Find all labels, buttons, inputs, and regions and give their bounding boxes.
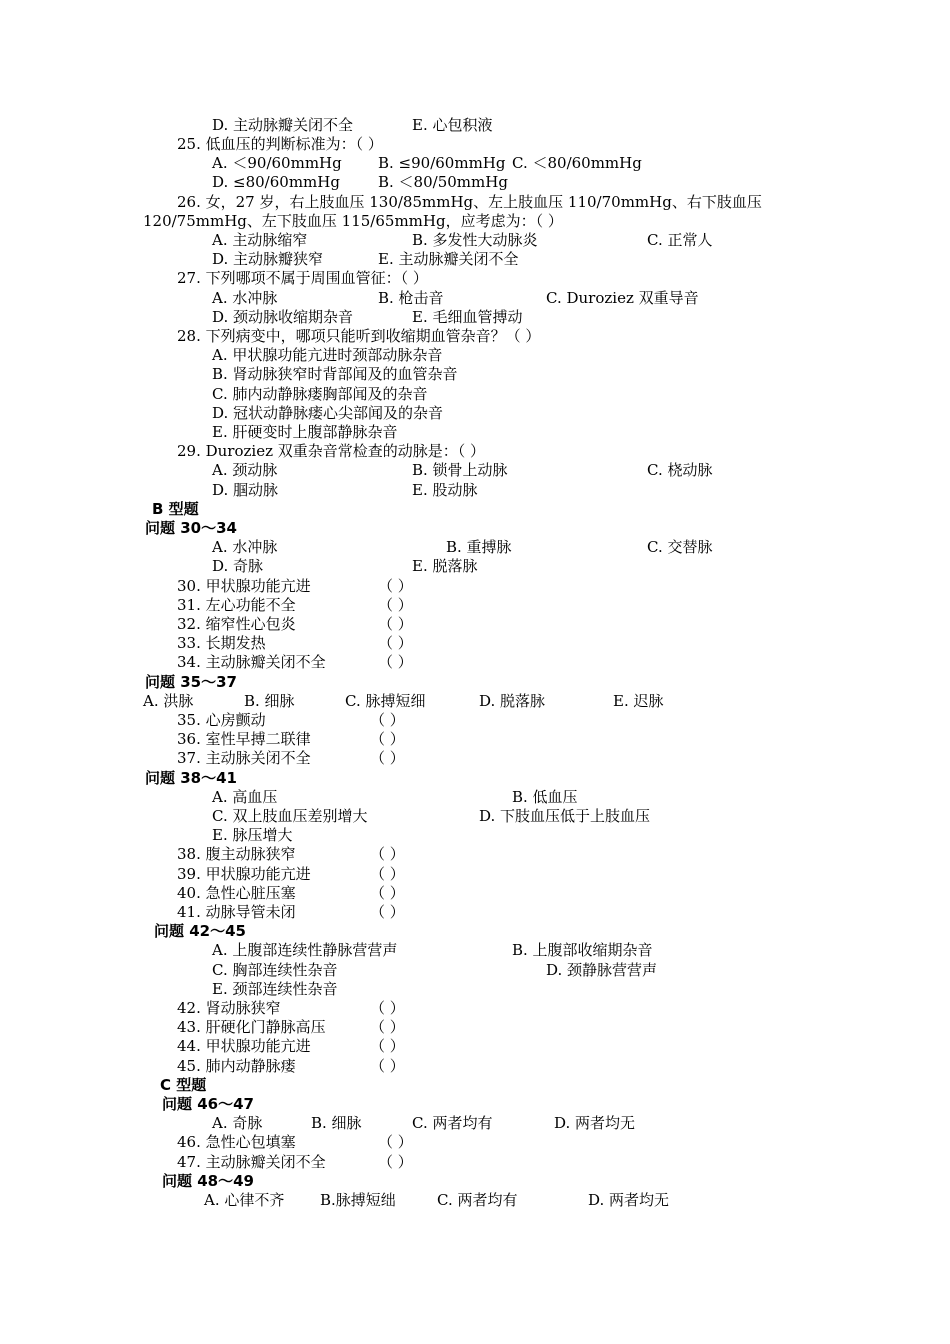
- text-line: C. 肺内动静脉瘘胸部闻及的杂音: [212, 385, 428, 403]
- text-line: B. 锁骨上动脉: [412, 461, 508, 479]
- text-line: 30. 甲状腺功能亢进: [177, 577, 311, 595]
- text-line: （ ）: [370, 711, 405, 729]
- section-heading: 问题 30～34: [145, 519, 237, 537]
- text-line: B. 枪击音: [378, 289, 444, 307]
- text-line: A. 主动脉缩窄: [212, 231, 308, 249]
- text-line: 37. 主动脉关闭不全: [177, 749, 311, 767]
- text-line: 42. 肾动脉狭窄: [177, 999, 281, 1017]
- text-line: C. 桡动脉: [647, 461, 713, 479]
- text-line: D. 主动脉瓣关闭不全: [212, 116, 354, 134]
- text-line: D. 腘动脉: [212, 481, 279, 499]
- text-line: C. Duroziez 双重导音: [546, 289, 699, 307]
- text-line: C. 两者均有: [437, 1191, 518, 1209]
- text-line: 34. 主动脉瓣关闭不全: [177, 653, 326, 671]
- text-line: （ ）: [370, 845, 405, 863]
- text-line: D. 奇脉: [212, 557, 264, 575]
- text-line: E. 毛细血管搏动: [412, 308, 523, 326]
- text-line: （ ）: [378, 596, 413, 614]
- text-line: 40. 急性心脏压塞: [177, 884, 296, 902]
- text-line: A. 上腹部连续性静脉营营声: [212, 941, 398, 959]
- text-line: C. ＜80/60mmHg: [512, 154, 642, 172]
- text-line: B. 多发性大动脉炎: [412, 231, 538, 249]
- text-line: （ ）: [378, 615, 413, 633]
- text-line: 38. 腹主动脉狭窄: [177, 845, 296, 863]
- text-line: D. 主动脉瓣狭窄: [212, 250, 324, 268]
- text-line: 41. 动脉导管未闭: [177, 903, 296, 921]
- text-line: 44. 甲状腺功能亢进: [177, 1037, 311, 1055]
- text-line: A. 洪脉: [143, 692, 194, 710]
- text-line: 25. 低血压的判断标准为：（ ）: [177, 135, 383, 153]
- text-line: （ ）: [370, 865, 405, 883]
- section-heading: 问题 46～47: [162, 1095, 254, 1113]
- text-line: A. 水冲脉: [212, 538, 278, 556]
- text-line: 32. 缩窄性心包炎: [177, 615, 296, 633]
- text-line: E. 脉压增大: [212, 826, 293, 844]
- text-line: 36. 室性早搏二联律: [177, 730, 311, 748]
- text-line: B. 上腹部收缩期杂音: [512, 941, 653, 959]
- text-line: （ ）: [370, 884, 405, 902]
- text-line: D. 冠状动静脉瘘心尖部闻及的杂音: [212, 404, 444, 422]
- text-line: （ ）: [370, 1057, 405, 1075]
- text-line: B. 重搏脉: [446, 538, 512, 556]
- text-line: （ ）: [378, 634, 413, 652]
- text-line: C. 交替脉: [647, 538, 713, 556]
- text-line: A. ＜90/60mmHg: [212, 154, 342, 172]
- text-line: （ ）: [370, 1037, 405, 1055]
- text-line: D. 两者均无: [554, 1114, 636, 1132]
- text-line: E. 心包积液: [412, 116, 493, 134]
- text-line: D. 下肢血压低于上肢血压: [479, 807, 651, 825]
- section-heading: C 型题: [160, 1076, 207, 1094]
- text-line: （ ）: [370, 730, 405, 748]
- text-line: A. 颈动脉: [212, 461, 278, 479]
- text-line: 35. 心房颤动: [177, 711, 266, 729]
- text-line: E. 脱落脉: [412, 557, 478, 575]
- text-line: （ ）: [378, 577, 413, 595]
- section-heading: B 型题: [152, 500, 199, 518]
- section-heading: 问题 38～41: [145, 769, 237, 787]
- text-line: E. 迟脉: [613, 692, 664, 710]
- text-line: B. 细脉: [244, 692, 295, 710]
- text-line: A. 奇脉: [212, 1114, 263, 1132]
- text-line: D. 颈动脉收缩期杂音: [212, 308, 354, 326]
- section-heading: 问题 48～49: [162, 1172, 254, 1190]
- text-line: 39. 甲状腺功能亢进: [177, 865, 311, 883]
- text-line: 33. 长期发热: [177, 634, 266, 652]
- text-line: 47. 主动脉瓣关闭不全: [177, 1153, 326, 1171]
- text-line: 46. 急性心包填塞: [177, 1133, 296, 1151]
- text-line: C. 两者均有: [412, 1114, 493, 1132]
- text-line: B. ＜80/50mmHg: [378, 173, 508, 191]
- text-line: E. 主动脉瓣关闭不全: [378, 250, 519, 268]
- text-line: （ ）: [370, 903, 405, 921]
- text-line: 43. 肝硬化门静脉高压: [177, 1018, 326, 1036]
- text-line: 29. Duroziez 双重杂音常检查的动脉是：（ ）: [177, 442, 486, 460]
- text-line: B. ≤90/60mmHg: [378, 154, 506, 172]
- text-line: C. 胸部连续性杂音: [212, 961, 338, 979]
- text-line: E. 颈部连续性杂音: [212, 980, 338, 998]
- text-line: D. 两者均无: [588, 1191, 670, 1209]
- text-line: D. 颈静脉营营声: [546, 961, 658, 979]
- text-line: A. 水冲脉: [212, 289, 278, 307]
- text-line: B. 低血压: [512, 788, 578, 806]
- text-line: 28. 下列病变中，哪项只能听到收缩期血管杂音？（ ）: [177, 327, 541, 345]
- text-line: 31. 左心功能不全: [177, 596, 296, 614]
- text-line: A. 心律不齐: [204, 1191, 285, 1209]
- text-line: E. 股动脉: [412, 481, 478, 499]
- text-line: （ ）: [378, 1133, 413, 1151]
- text-line: B. 细脉: [311, 1114, 362, 1132]
- text-line: C. 正常人: [647, 231, 713, 249]
- text-line: C. 双上肢血压差别增大: [212, 807, 368, 825]
- text-line: 27. 下列哪项不属于周围血管征：（ ）: [177, 269, 428, 287]
- text-line: D. ≤80/60mmHg: [212, 173, 340, 191]
- text-line: A. 甲状腺功能亢进时颈部动脉杂音: [212, 346, 443, 364]
- text-line: （ ）: [378, 653, 413, 671]
- text-line: （ ）: [370, 1018, 405, 1036]
- text-line: 45. 肺内动静脉瘘: [177, 1057, 296, 1075]
- section-heading: 问题 35～37: [145, 673, 237, 691]
- text-line: （ ）: [378, 1153, 413, 1171]
- text-line: B.脉搏短绌: [320, 1191, 396, 1209]
- text-line: C. 脉搏短细: [345, 692, 426, 710]
- section-heading: 问题 42～45: [154, 922, 246, 940]
- text-line: E. 肝硬变时上腹部静脉杂音: [212, 423, 398, 441]
- text-line: 120/75mmHg、左下肢血压 115/65mmHg，应考虑为：（ ）: [143, 212, 563, 230]
- text-line: A. 高血压: [212, 788, 278, 806]
- text-line: D. 脱落脉: [479, 692, 546, 710]
- text-line: （ ）: [370, 999, 405, 1017]
- text-line: （ ）: [370, 749, 405, 767]
- text-line: B. 肾动脉狭窄时背部闻及的血管杂音: [212, 365, 458, 383]
- text-line: 26. 女，27 岁，右上肢血压 130/85mmHg、左上肢血压 110/70mmHg、右下肢血压: [177, 193, 762, 211]
